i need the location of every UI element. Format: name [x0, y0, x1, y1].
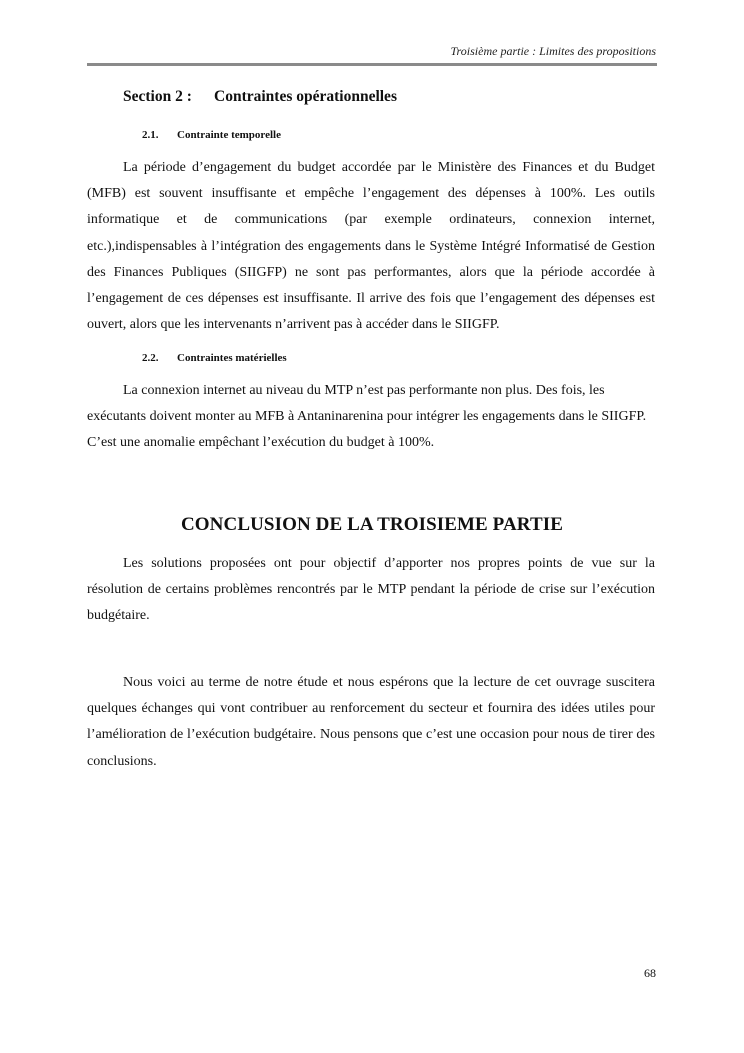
section-number: Section 2 : [123, 88, 192, 105]
page-number: 68 [644, 966, 656, 980]
conclusion-paragraph-1: Les solutions proposées ont pour objectif d’apporter nos propres points de vue sur la résolution de certains problèmes rencontrés par le MTP pendant la période de crise sur l’exécution budgétaire. [87, 556, 655, 624]
section-title: Contraintes opérationnelles [214, 88, 397, 105]
header-rule [87, 63, 657, 66]
subsection-title: Contraintes matérielles [177, 352, 287, 364]
subsection-number: 2.1. [142, 129, 159, 141]
paragraph-contraintes-materielles: La connexion internet au niveau du MTP n’est pas performante non plus. Des fois, les exécutants doivent monter au MFB à Antaninarenina pour intégrer les engagements dans le SIIGFP. C’est une anomalie empêchant l’exécution du budget à 100%. [87, 383, 647, 451]
running-title: Troisième partie : Limites des propositions [450, 44, 656, 58]
paragraph-contrainte-temporelle: La période d’engagement du budget accordée par le Ministère des Finances et du Budget (MFB) est souvent insuffisante et empêche l’engagement des dépenses à 100%. Les outils informatique et de communications (par exemple ordinateurs, connexion internet, etc.),indispensables à l’intégration des engagements dans le Système Intégré Informatisé de Gestion des Finances Publiques (SIIGFP) ne sont pas performantes, alors que la période accordée à l’engagement de ces dépenses est insuffisante. Il arrive des fois que l’engagement des dépenses est ouvert, alors que les intervenants n’arrivent pas à accéder dans le SIIGFP. [87, 160, 655, 333]
section-heading [123, 88, 397, 106]
subsection-title: Contrainte temporelle [177, 129, 281, 141]
subsection-heading-2-2 [142, 352, 287, 364]
conclusion-title: CONCLUSION DE LA TROISIEME PARTIE [180, 514, 563, 535]
subsection-number: 2.2. [142, 352, 159, 364]
conclusion-paragraph-2: Nous voici au terme de notre étude et nous espérons que la lecture de cet ouvrage suscitera quelques échanges qui vont contribuer au renforcement du secteur et fournira des idées utiles pour l’amélioration de l’exécution budgétaire. Nous pensons que c’est une occasion pour nous de tirer des conclusions. [87, 675, 655, 769]
subsection-heading-2-1 [142, 129, 281, 141]
